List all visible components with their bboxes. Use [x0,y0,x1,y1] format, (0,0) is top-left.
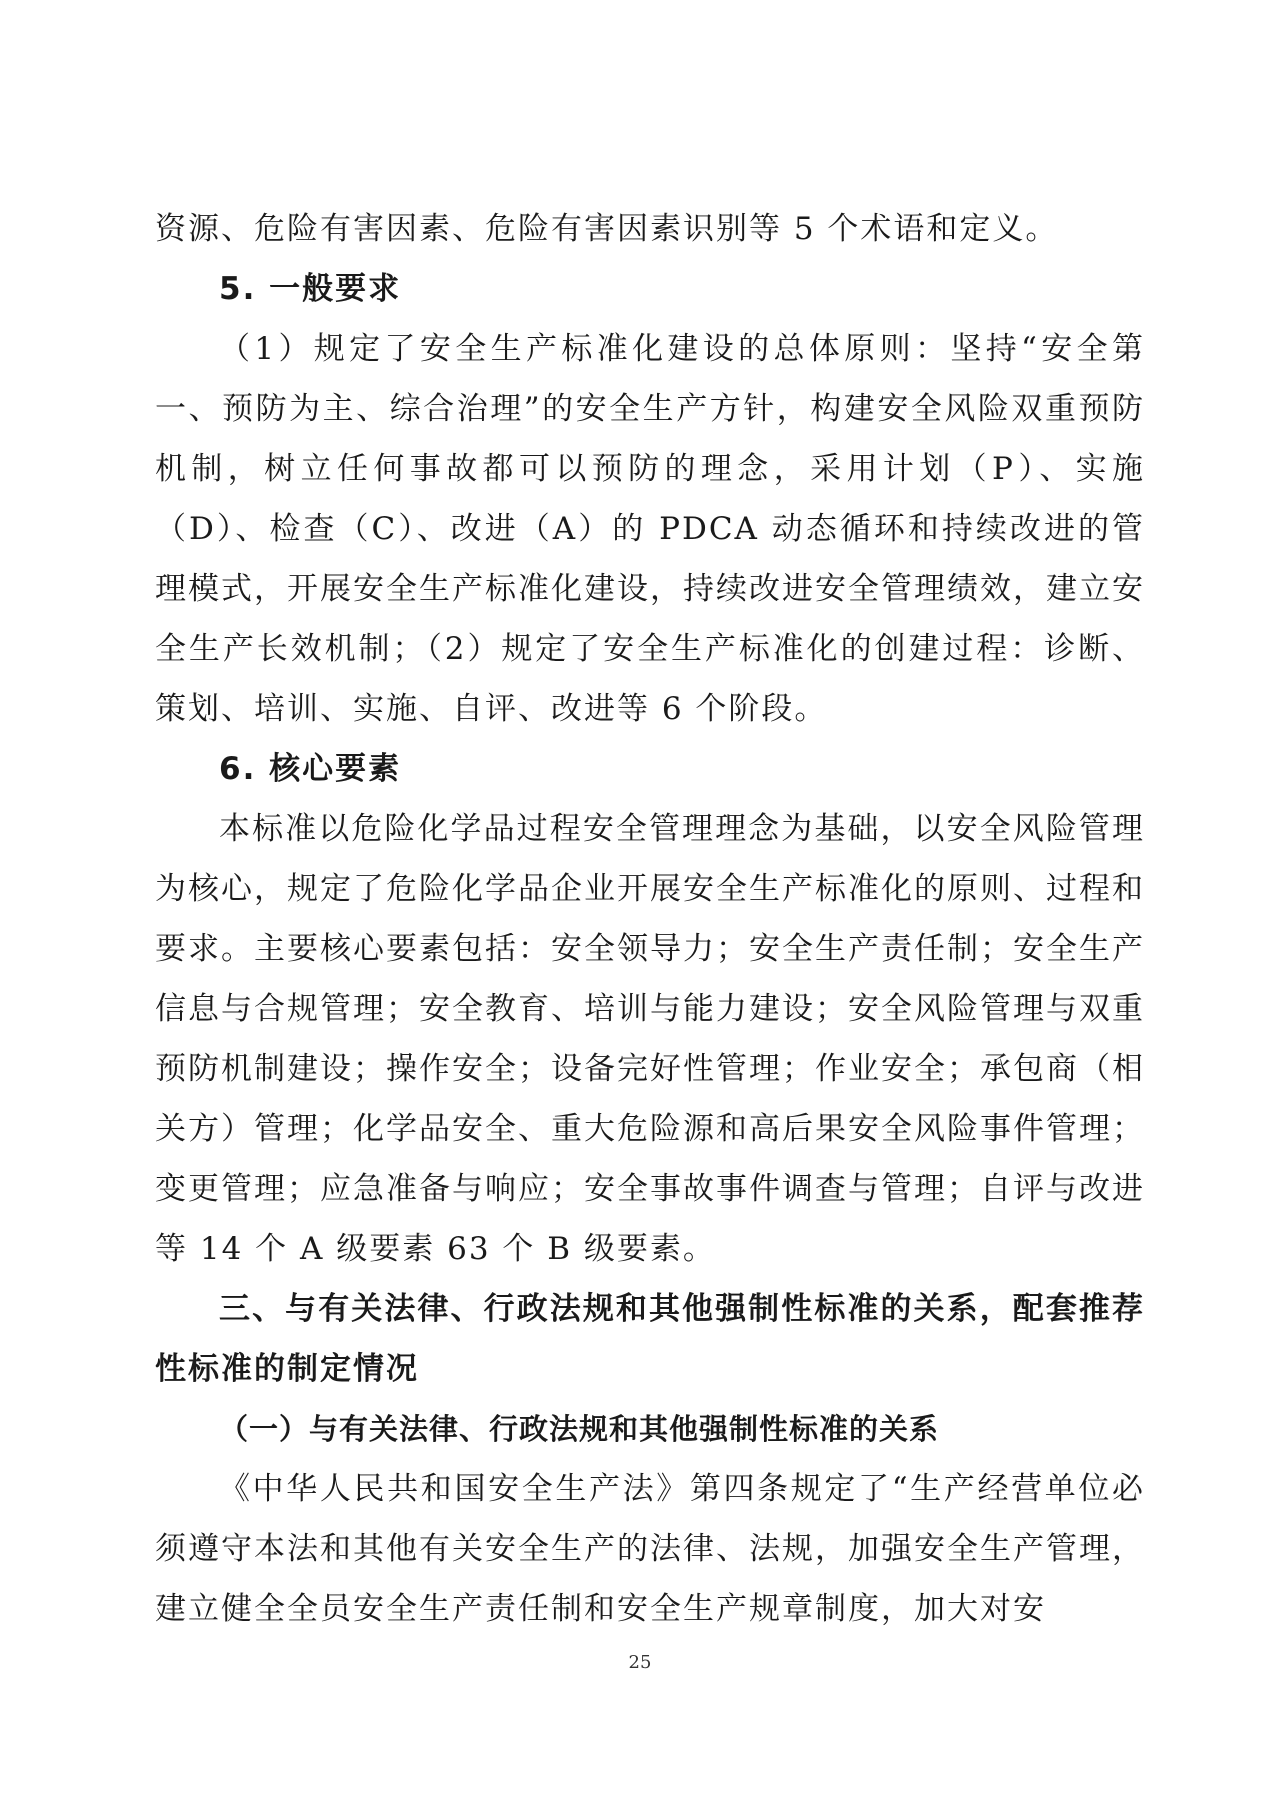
document-body [155,199,1145,1639]
paragraph-general-requirements: （1）规定了安全生产标准化建设的总体原则：坚持“安全第一、预防为主、综合治理”的安全生产方针，构建安全风险双重预防机制，树立任何事故都可以预防的理念，采用计划（P）、实施（D）、检查（C）、改进（A）的 PDCA 动态循环和持续改进的管理模式，开展安全生产标准化建设，持续改进安全管理绩效，建立安全生产长效机制；（2）规定了安全生产标准化的创建过程：诊断、策划、培训、实施、自评、改进等 6 个阶段。 [155,331,1145,727]
paragraph-core-elements: 本标准以危险化学品过程安全管理理念为基础，以安全风险管理为核心，规定了危险化学品企业开展安全生产标准化的原则、过程和要求。主要核心要素包括：安全领导力；安全生产责任制；安全生产信息与合规管理；安全教育、培训与能力建设；安全风险管理与双重预防机制建设；操作安全；设备完好性管理；作业安全；承包商（相关方）管理；化学品安全、重大危险源和高后果安全风险事件管理；变更管理；应急准备与响应；安全事故事件调查与管理；自评与改进等 14 个 A 级要素 63 个 B 级要素。 [155,811,1145,1267]
subheading-relationship-laws: （一）与有关法律、行政法规和其他强制性标准的关系 [219,1412,940,1446]
section-heading-relationship: 三、与有关法律、行政法规和其他强制性标准的关系，配套推荐性标准的制定情况 [155,1291,1145,1387]
page-number: 25 [628,1652,652,1673]
paragraph-safety-law: 《中华人民共和国安全生产法》第四条规定了“生产经营单位必须遵守本法和其他有关安全生产的法律、法规，加强安全生产管理，建立健全全员安全生产责任制和安全生产规章制度，加大对安 [155,1471,1145,1627]
heading-general-requirements: 5. 一般要求 [219,271,402,307]
paragraph-terms-tail: 资源、危险有害因素、危险有害因素识别等 5 个术语和定义。 [155,211,1059,247]
heading-core-elements: 6. 核心要素 [219,751,402,787]
